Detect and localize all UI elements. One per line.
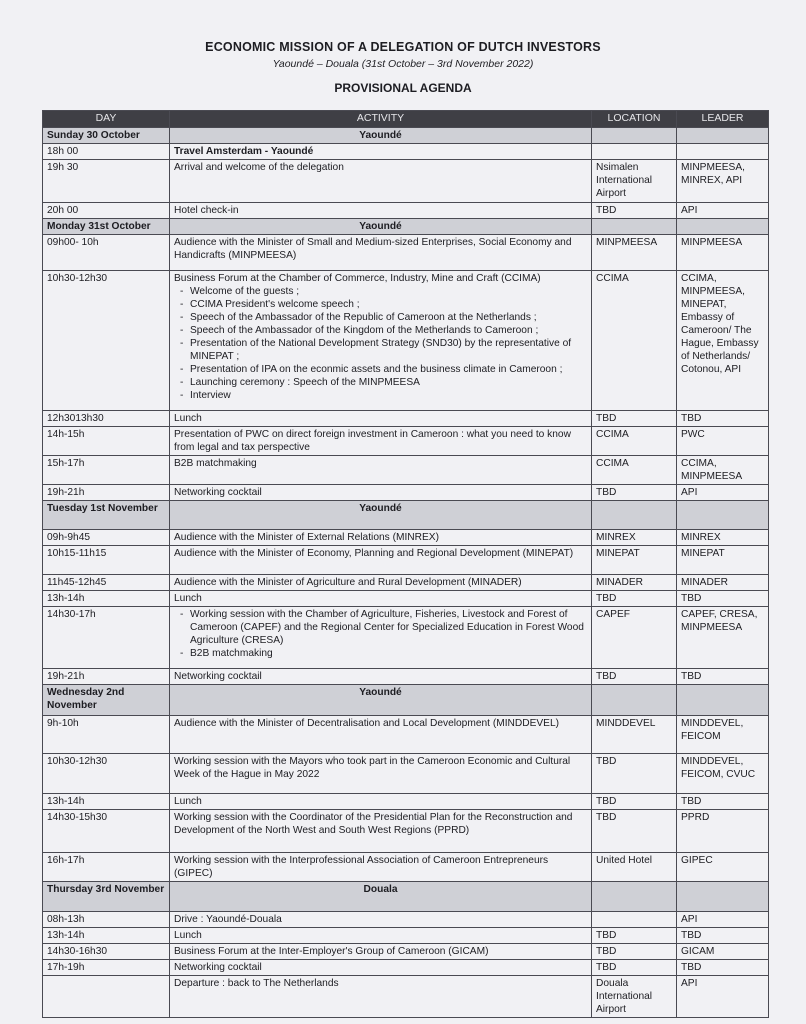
location-cell: CCIMA (592, 456, 677, 485)
time-cell: 20h 00 (43, 203, 170, 219)
day-label: Monday 31st October (43, 219, 170, 235)
leader-cell: API (677, 485, 769, 501)
document-subtitle: Yaoundé – Douala (31st October – 3rd November 2022) (272, 58, 534, 70)
activity-text: Audience with the Minister of Decentralisation and Local Development (MINDDEVEL) (174, 718, 560, 729)
activity-cell (170, 794, 592, 810)
activity-cell (170, 411, 592, 427)
table-row (43, 411, 769, 427)
leader-cell: TBD (677, 411, 769, 427)
location-cell (592, 219, 677, 235)
activity-cell (170, 754, 592, 794)
leader-cell (677, 219, 769, 235)
time-cell: 18h 00 (43, 144, 170, 160)
location-cell (592, 501, 677, 530)
table-row (43, 235, 769, 271)
leader-cell: MINPMEESA, MINREX, API (677, 160, 769, 203)
location-cell (592, 882, 677, 912)
leader-cell: MINDDEVEL, FEICOM, CVUC (677, 754, 769, 794)
activity-bullet: - Interview (184, 389, 587, 402)
activity-text: Drive : Yaoundé-Douala (174, 914, 282, 925)
leader-cell: MINEPAT (677, 546, 769, 575)
column-header-location: LOCATION (592, 111, 677, 128)
activity-text: Lunch (174, 796, 202, 807)
leader-cell: API (677, 203, 769, 219)
activity-cell (170, 575, 592, 591)
location-cell: Douala International Airport (592, 976, 677, 1018)
activity-bullet-list (174, 608, 587, 660)
location-cell: TBD (592, 794, 677, 810)
leader-cell: MINDDEVEL, FEICOM (677, 716, 769, 754)
activity-bullet: - B2B matchmaking (184, 647, 587, 660)
leader-cell: GIPEC (677, 853, 769, 882)
activity-text: Lunch (174, 593, 202, 604)
location-cell: United Hotel (592, 853, 677, 882)
leader-cell: CCIMA, MINPMEESA (677, 456, 769, 485)
time-cell: 14h-15h (43, 427, 170, 456)
activity-text: Lunch (174, 413, 202, 424)
activity-cell (170, 530, 592, 546)
table-row (43, 203, 769, 219)
activity-text: Departure : back to The Netherlands (174, 978, 339, 989)
activity-text: Networking cocktail (174, 671, 262, 682)
column-header-activity: ACTIVITY (170, 111, 592, 128)
activity-text: Networking cocktail (174, 487, 262, 498)
table-row (43, 669, 769, 685)
day-label: Thursday 3rd November (43, 882, 170, 912)
day-city: Yaoundé (170, 685, 592, 716)
time-cell: 14h30-16h30 (43, 944, 170, 960)
time-cell: 15h-17h (43, 456, 170, 485)
activity-cell (170, 912, 592, 928)
leader-cell: GICAM (677, 944, 769, 960)
location-cell: CCIMA (592, 427, 677, 456)
time-cell: 09h-9h45 (43, 530, 170, 546)
leader-cell (677, 144, 769, 160)
leader-cell (677, 882, 769, 912)
agenda-table (42, 110, 769, 1018)
leader-cell: MINPMEESA (677, 235, 769, 271)
day-city: Douala (170, 882, 592, 912)
time-cell: 12h3013h30 (43, 411, 170, 427)
table-row (43, 485, 769, 501)
table-row (43, 144, 769, 160)
leader-cell: TBD (677, 669, 769, 685)
leader-cell: MINREX (677, 530, 769, 546)
column-header-leader: LEADER (677, 111, 769, 128)
activity-bullet: - Speech of the Ambassador of the Republic of Cameroon at the Netherlands ; (184, 311, 587, 324)
time-cell: 10h15-11h15 (43, 546, 170, 575)
table-header-row (43, 111, 769, 128)
location-cell (592, 685, 677, 716)
day-city: Yaoundé (170, 128, 592, 144)
time-cell: 14h30-17h (43, 607, 170, 669)
location-cell: MINDDEVEL (592, 716, 677, 754)
table-row (43, 853, 769, 882)
location-cell: MINEPAT (592, 546, 677, 575)
activity-text: Working session with the Coordinator of the Presidential Plan for the Reconstruction and Development of the North West and South West Regions (PPRD) (174, 812, 573, 836)
table-row (43, 794, 769, 810)
location-cell: TBD (592, 944, 677, 960)
time-cell: 11h45-12h45 (43, 575, 170, 591)
location-cell: TBD (592, 485, 677, 501)
day-city: Yaoundé (170, 501, 592, 530)
activity-text: Audience with the Minister of External Relations (MINREX) (174, 532, 439, 543)
activity-text: Arrival and welcome of the delegation (174, 162, 344, 173)
time-cell: 09h00- 10h (43, 235, 170, 271)
table-row (43, 530, 769, 546)
leader-cell (677, 501, 769, 530)
time-cell: 16h-17h (43, 853, 170, 882)
activity-cell (170, 853, 592, 882)
activity-bullet: - Presentation of the National Development Strategy (SND30) by the representative of MINEPAT ; (184, 337, 587, 363)
table-row (43, 546, 769, 575)
activity-text: Audience with the Minister of Economy, Planning and Regional Development (MINEPAT) (174, 548, 574, 559)
day-city: Yaoundé (170, 219, 592, 235)
activity-bullet: - CCIMA President's welcome speech ; (184, 298, 587, 311)
leader-cell: CAPEF, CRESA, MINPMEESA (677, 607, 769, 669)
location-cell: Nsimalen International Airport (592, 160, 677, 203)
activity-cell (170, 716, 592, 754)
day-header-row (43, 501, 769, 530)
time-cell: 19h-21h (43, 669, 170, 685)
activity-cell (170, 944, 592, 960)
table-row (43, 754, 769, 794)
activity-text: Business Forum at the Chamber of Commerce, Industry, Mine and Craft (CCIMA) (174, 273, 541, 284)
table-row (43, 960, 769, 976)
activity-cell (170, 203, 592, 219)
time-cell: 08h-13h (43, 912, 170, 928)
activity-cell (170, 810, 592, 853)
table-row (43, 575, 769, 591)
table-row (43, 456, 769, 485)
activity-bullet: - Launching ceremony : Speech of the MINPMEESA (184, 376, 587, 389)
activity-text: Working session with the Interprofessional Association of Cameroon Entrepreneurs (GIPEC) (174, 855, 549, 879)
time-cell: 19h-21h (43, 485, 170, 501)
table-row (43, 591, 769, 607)
time-cell: 10h30-12h30 (43, 754, 170, 794)
activity-bullet: - Working session with the Chamber of Agriculture, Fisheries, Livestock and Forest of Cameroon (CAPEF) and the Regional Center for Specialized Education in Forest Wood Agriculture (CRESA) (184, 608, 587, 647)
activity-text: Business Forum at the Inter-Employer's Group of Cameroon (GICAM) (174, 946, 489, 957)
leader-cell: PPRD (677, 810, 769, 853)
activity-cell (170, 591, 592, 607)
activity-cell (170, 607, 592, 669)
leader-cell: TBD (677, 960, 769, 976)
day-label: Sunday 30 October (43, 128, 170, 144)
activity-cell (170, 546, 592, 575)
time-cell: 10h30-12h30 (43, 271, 170, 411)
location-cell: TBD (592, 411, 677, 427)
activity-text: Lunch (174, 930, 202, 941)
document-title: ECONOMIC MISSION OF A DELEGATION OF DUTCH INVESTORS (205, 40, 601, 54)
location-cell: TBD (592, 203, 677, 219)
activity-cell (170, 271, 592, 411)
day-header-row (43, 685, 769, 716)
activity-cell (170, 235, 592, 271)
day-header-row (43, 219, 769, 235)
table-row (43, 160, 769, 203)
location-cell: TBD (592, 928, 677, 944)
leader-cell: TBD (677, 591, 769, 607)
location-cell: MINADER (592, 575, 677, 591)
table-row (43, 607, 769, 669)
location-cell: MINREX (592, 530, 677, 546)
time-cell: 19h 30 (43, 160, 170, 203)
location-cell: CAPEF (592, 607, 677, 669)
leader-cell: PWC (677, 427, 769, 456)
table-row (43, 427, 769, 456)
activity-cell (170, 485, 592, 501)
activity-cell (170, 928, 592, 944)
leader-cell: TBD (677, 794, 769, 810)
time-cell: 17h-19h (43, 960, 170, 976)
location-cell: TBD (592, 754, 677, 794)
activity-cell (170, 144, 592, 160)
location-cell: TBD (592, 591, 677, 607)
leader-cell: API (677, 912, 769, 928)
time-cell: 13h-14h (43, 591, 170, 607)
location-cell (592, 128, 677, 144)
day-header-row (43, 128, 769, 144)
leader-cell: API (677, 976, 769, 1018)
activity-bullet: - Presentation of IPA on the econmic assets and the business climate in Cameroon ; (184, 363, 587, 376)
time-cell: 9h-10h (43, 716, 170, 754)
day-label: Tuesday 1st November (43, 501, 170, 530)
leader-cell: TBD (677, 928, 769, 944)
agenda-body (43, 128, 769, 1018)
table-row (43, 271, 769, 411)
time-cell: 13h-14h (43, 928, 170, 944)
column-header-day: DAY (43, 111, 170, 128)
activity-cell (170, 456, 592, 485)
location-cell (592, 144, 677, 160)
location-cell: TBD (592, 960, 677, 976)
location-cell (592, 912, 677, 928)
activity-text: Audience with the Minister of Agriculture and Rural Development (MINADER) (174, 577, 522, 588)
activity-text: Audience with the Minister of Small and Medium-sized Enterprises, Social Economy and Handicrafts (MINPMEESA) (174, 237, 572, 261)
agenda-title: PROVISIONAL AGENDA (334, 81, 472, 95)
table-row (43, 810, 769, 853)
activity-text: Networking cocktail (174, 962, 262, 973)
table-row (43, 944, 769, 960)
leader-cell (677, 128, 769, 144)
activity-cell (170, 960, 592, 976)
activity-bullet: - Welcome of the guests ; (184, 285, 587, 298)
location-cell: CCIMA (592, 271, 677, 411)
leader-cell: CCIMA, MINPMEESA, MINEPAT, Embassy of Cameroon/ The Hague, Embassy of Netherlands/ Cotonou, API (677, 271, 769, 411)
activity-text: Travel Amsterdam - Yaoundé (174, 146, 314, 157)
table-row (43, 928, 769, 944)
time-cell: 14h30-15h30 (43, 810, 170, 853)
activity-text: B2B matchmaking (174, 458, 257, 469)
leader-cell: MINADER (677, 575, 769, 591)
table-row (43, 976, 769, 1018)
location-cell: TBD (592, 669, 677, 685)
activity-cell (170, 427, 592, 456)
activity-cell (170, 669, 592, 685)
activity-bullet-list (174, 285, 587, 402)
location-cell: TBD (592, 810, 677, 853)
activity-text: Hotel check-in (174, 205, 239, 216)
activity-text: Working session with the Mayors who took part in the Cameroon Economic and Cultural Week of the Hague in May 2022 (174, 756, 571, 780)
activity-cell (170, 160, 592, 203)
activity-text: Presentation of PWC on direct foreign investment in Cameroon : what you need to know from legal and tax perspective (174, 429, 571, 453)
activity-bullet: - Speech of the Ambassador of the Kingdom of the Metherlands to Cameroon ; (184, 324, 587, 337)
table-row (43, 912, 769, 928)
table-row (43, 716, 769, 754)
day-header-row (43, 882, 769, 912)
time-cell: 13h-14h (43, 794, 170, 810)
time-cell (43, 976, 170, 1018)
activity-cell (170, 976, 592, 1018)
location-cell: MINPMEESA (592, 235, 677, 271)
leader-cell (677, 685, 769, 716)
day-label: Wednesday 2nd November (43, 685, 170, 716)
